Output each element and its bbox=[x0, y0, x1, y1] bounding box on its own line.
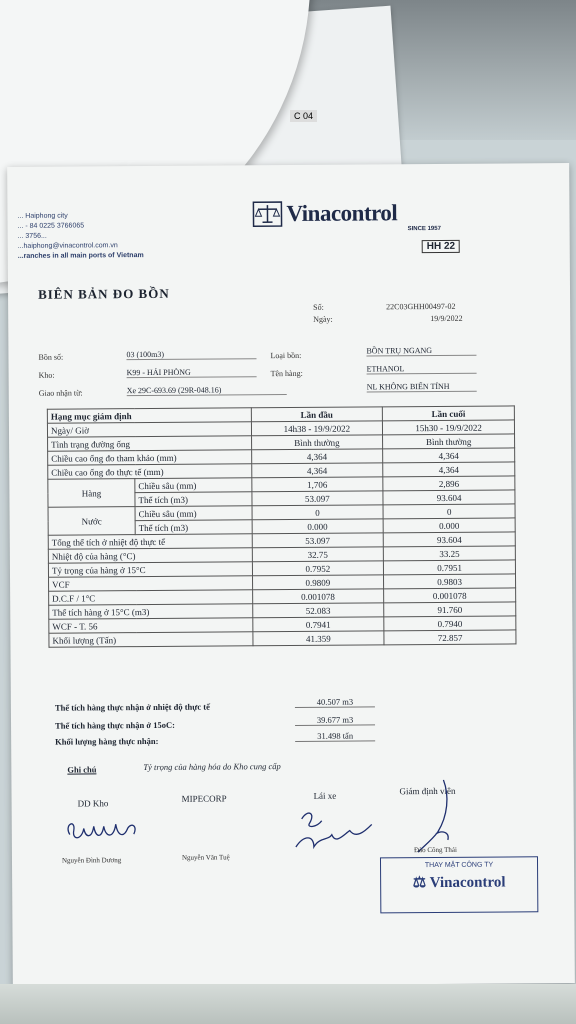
signature-lai-xe bbox=[292, 804, 382, 860]
row-label: VCF bbox=[49, 576, 253, 591]
first-value: 0.9809 bbox=[252, 575, 384, 590]
note-label: Ghi chú bbox=[67, 764, 97, 775]
address-line: ... 3756... bbox=[17, 232, 47, 240]
first-value: 32.75 bbox=[252, 547, 384, 562]
bon-so-value: 03 (100m3) bbox=[126, 349, 256, 360]
ten-hang-label: Tên hàng: bbox=[270, 368, 303, 379]
nuoc-label: Nước bbox=[48, 507, 135, 536]
last-value: 0.7940 bbox=[384, 616, 516, 631]
first-value: 53.097 bbox=[252, 533, 384, 548]
last-value: 93.604 bbox=[383, 490, 515, 505]
note-text: Tỷ trọng của hàng hóa do Kho cung cấp bbox=[143, 761, 281, 773]
giao-nhan-value: Xe 29C-693.69 (29R-048.16) bbox=[127, 385, 287, 396]
measurement-table bbox=[47, 405, 517, 647]
so-label: Số: bbox=[313, 302, 324, 312]
loai-bon-value: BỒN TRỤ NGANG bbox=[366, 346, 476, 357]
first-value: 0.7941 bbox=[252, 617, 384, 632]
first-value: 0.001078 bbox=[252, 589, 384, 604]
row-label: Tỷ trọng của hàng ở 15°C bbox=[48, 562, 252, 577]
row-label: Tổng thể tích ở nhiệt độ thực tế bbox=[48, 534, 252, 549]
bon-so-label: Bồn số: bbox=[38, 352, 64, 362]
giam-dinh-heading: Giám định viên bbox=[399, 785, 456, 797]
company-stamp bbox=[380, 856, 538, 913]
last-value: 0 bbox=[383, 504, 515, 519]
table-header: Hạng mục giám định bbox=[47, 408, 251, 423]
last-value: 33.25 bbox=[384, 546, 516, 561]
form-code: HH 22 bbox=[422, 240, 460, 253]
first-value: 4,364 bbox=[251, 463, 383, 478]
table-header: Lần đầu bbox=[251, 407, 383, 422]
stamp-logo-text: Vinacontrol bbox=[429, 874, 506, 892]
company-name: Vinacontrol bbox=[286, 200, 398, 227]
loai-bon-label: Loại bồn: bbox=[270, 350, 302, 361]
last-value: 91.760 bbox=[384, 602, 516, 617]
signer-name: Đào Công Thái bbox=[413, 845, 457, 855]
table-header: Lần cuối bbox=[383, 406, 515, 421]
first-value: 14h38 - 19/9/2022 bbox=[251, 421, 383, 436]
last-value: 0.9803 bbox=[384, 574, 516, 589]
summary-label: Thể tích hàng thực nhận ở 15oC: bbox=[55, 719, 175, 731]
row-label: Chiều cao ống đo tham khảo (mm) bbox=[48, 450, 252, 465]
kho-value: K99 - HẢI PHÒNG bbox=[127, 367, 257, 378]
document-page bbox=[7, 163, 575, 987]
address-line: ...ranches in all main ports of Vietnam bbox=[17, 252, 144, 260]
ten-hang-extra: NL KHÔNG BIẾN TÍNH bbox=[367, 382, 477, 393]
first-value: 52.083 bbox=[252, 603, 384, 618]
summary-label: Thể tích hàng thực nhận ở nhiệt độ thực tế bbox=[54, 701, 210, 713]
giao-nhan-label: Giao nhận từ: bbox=[38, 388, 83, 398]
row-label: Chiều sâu (mm) bbox=[135, 506, 252, 521]
first-value: 0.7952 bbox=[252, 561, 384, 576]
row-label: Thể tích (m3) bbox=[135, 520, 252, 535]
stamp-logo bbox=[381, 872, 537, 892]
signature-giam-dinh bbox=[403, 776, 484, 857]
ngay-value: 19/9/2022 bbox=[430, 313, 463, 324]
first-value: 0.000 bbox=[252, 519, 384, 534]
dd-kho-heading: DD Kho bbox=[77, 798, 109, 809]
desk-bottom bbox=[0, 984, 576, 1024]
first-value: 4,364 bbox=[251, 449, 383, 464]
address-line: ... Haiphong city bbox=[17, 212, 68, 220]
row-label: Ngày/ Giờ bbox=[47, 422, 251, 437]
first-value: 1,706 bbox=[251, 477, 383, 492]
ten-hang-value: ETHANOL bbox=[367, 364, 477, 375]
row-label: Khối lượng (Tấn) bbox=[49, 632, 253, 647]
row-label: D.C.F / 1°C bbox=[49, 590, 253, 605]
first-value: Bình thường bbox=[251, 435, 383, 450]
signature-dd-kho bbox=[62, 816, 152, 847]
table-row bbox=[49, 630, 516, 647]
row-label: Thể tích hàng ở 15°C (m3) bbox=[49, 604, 253, 619]
address-line: ... - 84 0225 3766065 bbox=[17, 222, 85, 230]
lai-xe-heading: Lái xe bbox=[313, 790, 337, 801]
last-value: 15h30 - 19/9/2022 bbox=[383, 420, 515, 435]
mipecorp-heading: MIPECORP bbox=[181, 793, 227, 804]
scales-icon: ⚖ bbox=[412, 875, 427, 892]
scales-icon bbox=[252, 201, 282, 227]
row-label: WCF - T. 56 bbox=[49, 618, 253, 633]
last-value: 4,364 bbox=[383, 462, 515, 477]
summary-value: 31.498 tấn bbox=[295, 730, 375, 742]
last-value: 72.857 bbox=[384, 630, 516, 645]
ngay-label: Ngày: bbox=[313, 314, 333, 324]
summary-value: 40.507 m3 bbox=[295, 696, 375, 708]
signer-name: Nguyễn Đình Dương bbox=[61, 856, 122, 865]
last-value: 0.000 bbox=[383, 518, 515, 533]
signer-name: Nguyễn Văn Tuệ bbox=[181, 853, 230, 862]
first-value: 53.097 bbox=[251, 491, 383, 506]
address-line: ...haiphong@vinacontrol.com.vn bbox=[17, 242, 118, 250]
stamp-caption: THAY MẶT CÔNG TY bbox=[424, 861, 494, 870]
last-value: 93.604 bbox=[383, 532, 515, 547]
first-value: 41.359 bbox=[252, 631, 384, 646]
row-label: Nhiệt độ của hàng (°C) bbox=[48, 548, 252, 563]
last-value: 0.001078 bbox=[384, 588, 516, 603]
last-value: 2,896 bbox=[383, 476, 515, 491]
summary-value: 39.677 m3 bbox=[295, 714, 375, 726]
so-value: 22C03GHH00497-02 bbox=[386, 301, 456, 312]
hang-label: Hàng bbox=[48, 479, 135, 508]
row-label: Tình trạng đường ống bbox=[48, 436, 252, 451]
since-text: SINCE 1957 bbox=[407, 225, 441, 233]
page-title: BIÊN BẢN ĐO BỒN bbox=[37, 285, 170, 302]
last-value: 4,364 bbox=[383, 448, 515, 463]
row-label: Thể tích (m3) bbox=[135, 492, 252, 507]
folder-tag: C 04 bbox=[290, 110, 317, 122]
summary-label: Khối lượng hàng thực nhận: bbox=[55, 735, 159, 747]
row-label: Chiều cao ống đo thực tế (mm) bbox=[48, 464, 252, 479]
last-value: 0.7951 bbox=[384, 560, 516, 575]
first-value: 0 bbox=[252, 505, 384, 520]
kho-label: Kho: bbox=[38, 370, 55, 380]
row-label: Chiều sâu (mm) bbox=[135, 478, 252, 493]
last-value: Bình thường bbox=[383, 434, 515, 449]
company-logo bbox=[252, 200, 397, 227]
